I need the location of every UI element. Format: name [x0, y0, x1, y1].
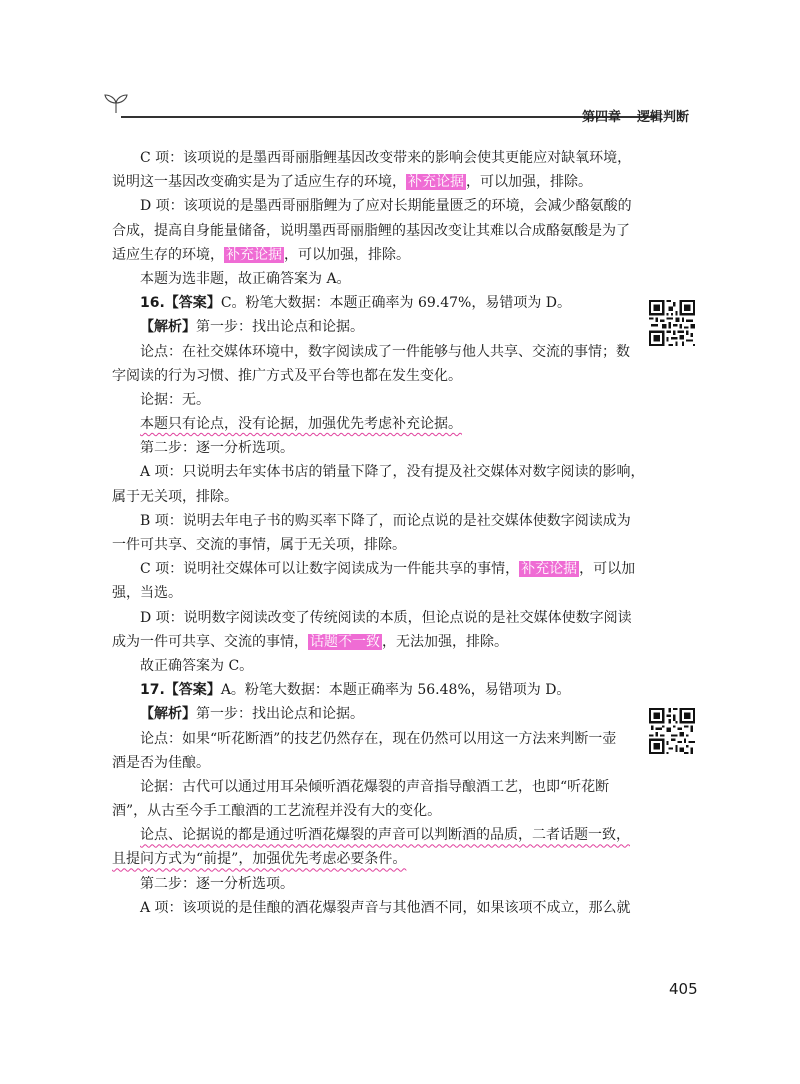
text-line: 论据：无。 — [140, 391, 210, 408]
section-title: 逻辑判断 — [636, 110, 689, 125]
page-body — [112, 146, 645, 920]
text-line: A 项：只说明去年实体书店的销量下降了，没有提及社交媒体对数字阅读的影响， — [140, 464, 645, 481]
text-line: C 项：说明社交媒体可以让数字阅读成为一件能共享的事情， 补充论据 ，可以加 — [140, 561, 636, 578]
analysis-line: 【解析】第一步：找出论点和论据。 — [140, 706, 364, 723]
text-line: 成为一件可共享、交流的事情， 话题不一致 ，无法加强，排除。 — [112, 633, 508, 650]
text-line: 论据：古代可以通过用耳朵倾听酒花爆裂的声音指导酿酒工艺，也即“听花断 — [140, 778, 610, 795]
page-number: 405 — [669, 980, 698, 998]
text-line: 论点：在社交媒体环境中，数字阅读成了一件能够与他人共享、交流的事情；数 — [140, 343, 630, 360]
text-line: C 项：该项说的是墨西哥丽脂鲤基因改变带来的影响会使其更能应对缺氧环境， — [140, 150, 632, 166]
highlight-tag: 补充论据 — [408, 174, 464, 191]
text-line: 一件可共享、交流的事情，属于无关项，排除。 — [112, 537, 406, 553]
answer-line: 16.【答案】C。粉笔大数据：本题正确率为 69.47%，易错项为 D。 — [140, 295, 572, 312]
highlight-tag: 补充论据 — [521, 561, 578, 578]
text-line: 本题为选非题，故正确答案为 A。 — [140, 270, 351, 287]
qr-code-icon[interactable] — [649, 300, 695, 346]
underlined-note: 本题只有论点，没有论据，加强优先考虑补充论据。 — [140, 416, 462, 433]
running-header — [95, 92, 695, 132]
text-line: B 项：说明去年电子书的购买率下降了，而论点说的是社交媒体使数字阅读成为 — [140, 512, 631, 529]
answer-line: 17.【答案】A。粉笔大数据：本题正确率为 56.48%，易错项为 D。 — [140, 682, 571, 699]
header-chapter-title — [582, 106, 689, 125]
header-rule — [121, 116, 656, 118]
text-line — [112, 823, 630, 847]
text-line: 酒是否为佳酿。 — [112, 754, 210, 771]
text-line: 故正确答案为 C。 — [140, 657, 254, 674]
leaf-sprout-icon — [103, 94, 129, 114]
highlight-tag: 补充论据 — [226, 246, 282, 263]
text-line: 第二步：逐一分析选项。 — [140, 875, 294, 892]
chapter-label: 第四章 — [581, 110, 621, 125]
text-line — [112, 412, 626, 436]
text-line: 说明这一基因改变确实是为了适应生存的环境， 补充论据 ，可以加强，排除。 — [112, 174, 592, 191]
text-line: 属于无关项，排除。 — [112, 488, 238, 505]
text-line: D 项：说明数字阅读改变了传统阅读的本质，但论点说的是社交媒体使数字阅读 — [140, 609, 632, 626]
text-line — [112, 847, 626, 871]
text-line: 酒”，从古至今手工酿酒的工艺流程并没有大的变化。 — [112, 803, 442, 820]
text-line: 合成，提高自身能量储备，说明墨西哥丽脂鲤的基因改变让其难以合成酪氨酸是为了 — [112, 222, 630, 239]
highlight-tag: 话题不一致 — [310, 633, 380, 650]
text-line: 第二步：逐一分析选项。 — [140, 440, 294, 457]
text-line: D 项：该项说的是墨西哥丽脂鲤为了应对长期能量匮乏的环境，会减少酪氨酸的 — [140, 198, 632, 215]
text-line: 适应生存的环境， 补充论据 ，可以加强，排除。 — [112, 246, 410, 263]
answer-label: 17.【答案】 — [140, 682, 221, 699]
answer-label: 16.【答案】 — [140, 295, 221, 312]
underlined-note: 论点、论据说的都是通过听酒花爆裂的声音可以判断酒的品质，二者话题一致， — [140, 827, 630, 844]
analysis-label: 【解析】 — [140, 319, 196, 336]
text-line: 强，当选。 — [112, 585, 182, 602]
analysis-line: 【解析】第一步：找出论点和论据。 — [140, 319, 364, 336]
analysis-label: 【解析】 — [140, 706, 196, 723]
text-line: A 项：该项说的是佳酿的酒花爆裂声音与其他酒不同，如果该项不成立，那么就 — [140, 899, 631, 916]
qr-code-icon[interactable] — [649, 708, 695, 754]
text-line: 字阅读的行为习惯、推广方式及平台等也都在发生变化。 — [112, 367, 462, 384]
text-line: 论点：如果“听花断酒”的技艺仍然存在，现在仍然可以用这一方法来判断一壶 — [140, 730, 617, 747]
underlined-note: 且提问方式为“前提”，加强优先考虑必要条件。 — [112, 851, 407, 868]
